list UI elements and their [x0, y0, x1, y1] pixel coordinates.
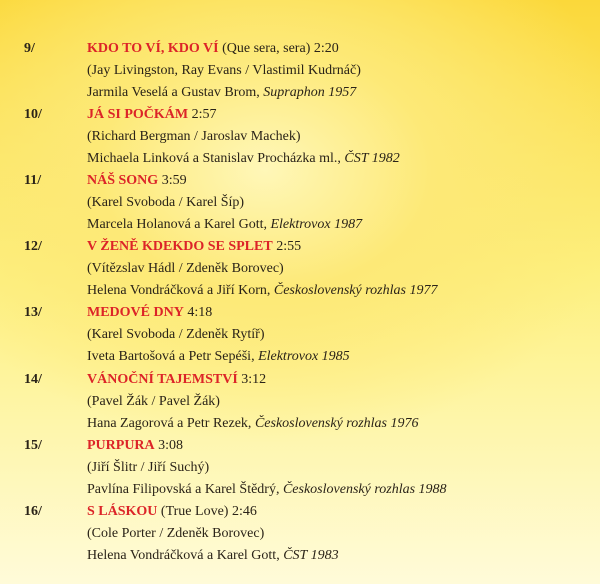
- track-duration: 3:59: [161, 173, 187, 188]
- track-title: NÁŠ SONG: [87, 173, 159, 188]
- track-duration: 2:55: [276, 239, 302, 254]
- track-number: 11/: [24, 173, 42, 188]
- track-number: 14/: [24, 372, 42, 387]
- track-title: MEDOVÉ DNY: [87, 305, 184, 320]
- track-duration: 2:20: [313, 41, 339, 56]
- track-authors: (Vítězslav Hádl / Zdeněk Borovec): [87, 261, 284, 276]
- track-duration: 2:46: [231, 504, 257, 519]
- track-duration: 2:57: [191, 107, 217, 122]
- track-authors: (Pavel Žák / Pavel Žák): [87, 394, 220, 409]
- track-number: 16/: [24, 504, 42, 519]
- track-authors: (Karel Svoboda / Karel Šíp): [87, 195, 245, 210]
- track-label: Československý rozhlas 1977: [273, 283, 438, 298]
- track-performers: Jarmila Veselá a Gustav Brom,: [87, 85, 260, 100]
- track-label: Supraphon 1957: [263, 85, 357, 100]
- track-number: 10/: [24, 107, 42, 122]
- track-title: S LÁSKOU: [87, 504, 158, 519]
- track-number: 9/: [24, 41, 35, 56]
- track-number: 15/: [24, 438, 42, 453]
- track-authors: (Jay Livingston, Ray Evans / Vlastimil Kudrnáč): [87, 63, 361, 78]
- track-performers: Michaela Linková a Stanislav Procházka ml.,: [87, 151, 341, 166]
- track-authors: (Cole Porter / Zdeněk Borovec): [87, 526, 265, 541]
- track-number: 13/: [24, 305, 42, 320]
- track-title: JÁ SI POČKÁM: [87, 107, 189, 122]
- track-authors: (Jiří Šlitr / Jiří Suchý): [87, 460, 210, 475]
- track-duration: 3:08: [158, 438, 184, 453]
- track-performers: Iveta Bartošová a Petr Sepéši,: [87, 349, 255, 364]
- track-original-title: (True Love): [160, 504, 229, 519]
- track-title: VÁNOČNÍ TAJEMSTVÍ: [87, 372, 238, 387]
- track-title: V ŽENĚ KDEKDO SE SPLET: [87, 239, 273, 254]
- track-authors: (Richard Bergman / Jaroslav Machek): [87, 129, 301, 144]
- track-original-title: (Que sera, sera): [222, 41, 311, 56]
- track-label: ČST 1982: [344, 151, 400, 166]
- track-label: Elektrovox 1987: [270, 217, 363, 232]
- track-label: ČST 1983: [283, 548, 339, 563]
- track-authors: (Karel Svoboda / Zdeněk Rytíř): [87, 327, 265, 342]
- track-label: Československý rozhlas 1976: [254, 416, 419, 431]
- track-performers: Helena Vondráčková a Jiří Korn,: [87, 283, 271, 298]
- track-performers: Hana Zagorová a Petr Rezek,: [87, 416, 252, 431]
- track-title: KDO TO VÍ, KDO VÍ: [87, 41, 219, 56]
- track-performers: Marcela Holanová a Karel Gott,: [87, 217, 267, 232]
- track-performers: Helena Vondráčková a Karel Gott,: [87, 548, 280, 563]
- track-number: 12/: [24, 239, 42, 254]
- track-duration: 4:18: [187, 305, 213, 320]
- track-duration: 3:12: [241, 372, 267, 387]
- track-title: PURPURA: [87, 438, 155, 453]
- track-performers: Pavlína Filipovská a Karel Štědrý,: [87, 482, 280, 497]
- track-label: Československý rozhlas 1988: [282, 482, 447, 497]
- track-label: Elektrovox 1985: [258, 349, 350, 364]
